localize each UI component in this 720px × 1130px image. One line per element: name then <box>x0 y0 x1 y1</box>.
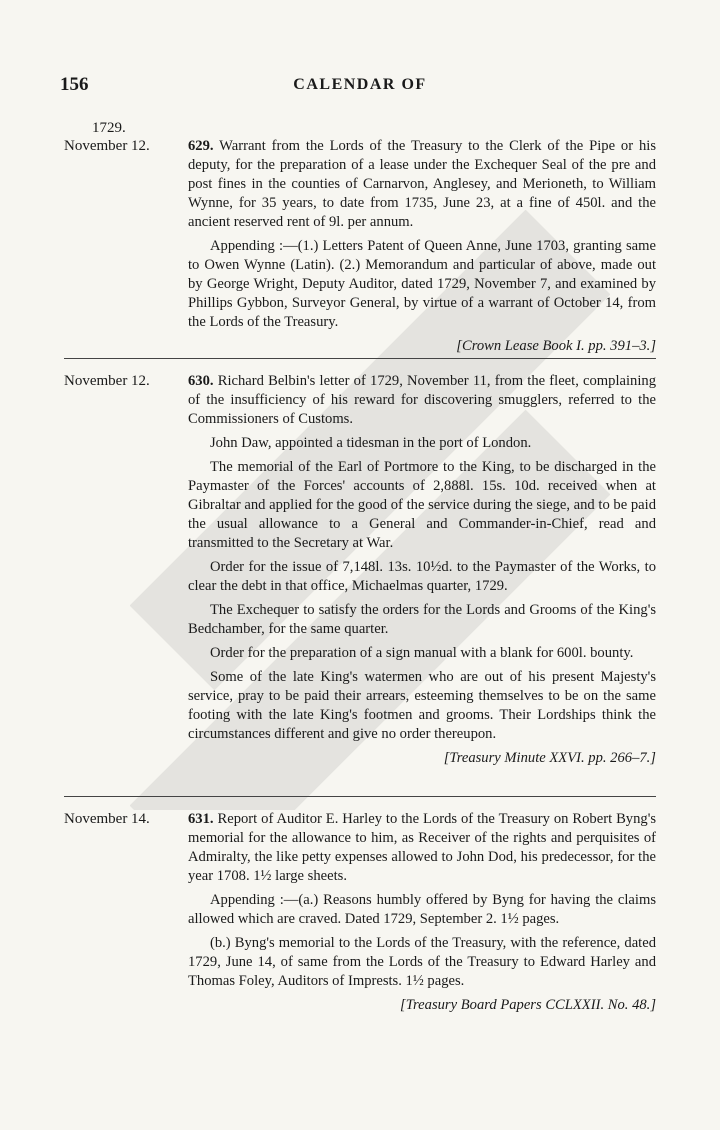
entry-paragraph: 629. Warrant from the Lords of the Treasury to the Clerk of the Pipe or his deputy, for the preparation of a lease under the Exchequer Seal of the pre and post fines in the counties of Carnarvon, Anglesey, and Merioneth, to William Wynne, for 35 years, to date from 1735, June 23, at a fine of 450l. and the ancient reserved rent of 9l. per annum. <box>188 138 656 230</box>
entry-paragraph: Appending :—(a.) Reasons humbly offered by Byng for having the claims allowed which are craved. Dated 1729, September 2. 1½ pages. <box>188 892 656 927</box>
running-head: CALENDAR OF <box>293 76 427 93</box>
entry-paragraph: Order for the preparation of a sign manual with a blank for 600l. bounty. <box>210 645 634 661</box>
source-reference: [Treasury Board Papers CCLXXII. No. 48.] <box>400 997 656 1013</box>
entry-date: November 12. <box>64 373 150 389</box>
source-reference: [Treasury Minute XXVI. pp. 266–7.] <box>443 750 656 766</box>
entry-body <box>188 137 656 356</box>
entry-paragraph: John Daw, appointed a tidesman in the port of London. <box>210 435 532 451</box>
entry-number: 629. <box>188 138 214 154</box>
entry-paragraph: 631. Report of Auditor E. Harley to the Lords of the Treasury on Robert Byng's memorial for the allowance to him, as Receiver of the rights and perquisites of Admiralty, the like petty expenses allowed to John Dod, his predecessor, for the year 1708. 1½ large sheets. <box>188 811 656 884</box>
entry-paragraph: Some of the late King's watermen who are out of his present Majesty's service, pray to be paid their arrears, esteeming themselves to be on the same footing with the late King's footmen and grooms. Their Lordships think the circumstances different and give no order thereupon. <box>188 669 656 742</box>
entry-body <box>188 810 656 1015</box>
entry-divider <box>64 358 656 359</box>
entry-paragraph: Appending :—(1.) Letters Patent of Queen Anne, June 1703, granting same to Owen Wynne (Latin). (2.) Memorandum and particular of above, made out by George Wright, Deputy Auditor, dated 1729, November 7, and examined by Phillips Gybbon, Surveyor General, by virtue of a warrant of October 14, from the Lords of the Treasury. <box>188 238 656 330</box>
entry-divider <box>64 796 656 797</box>
entry-number: 631. <box>188 811 214 827</box>
entry-paragraph: 630. Richard Belbin's letter of 1729, November 11, from the fleet, complaining of the insufficiency of his reward for discovering smugglers, referred to the Commissioners of Customs. <box>188 373 656 427</box>
entry-date: November 14. <box>64 811 150 827</box>
entry-number: 630. <box>188 373 214 389</box>
year-label: 1729. <box>92 120 126 136</box>
source-reference: [Crown Lease Book I. pp. 391–3.] <box>456 338 656 354</box>
page-number: 156 <box>60 74 89 95</box>
entry-date: November 12. <box>64 138 150 154</box>
entry-paragraph: The Exchequer to satisfy the orders for the Lords and Grooms of the King's Bedchamber, for the same quarter. <box>188 602 656 637</box>
entry-paragraph: The memorial of the Earl of Portmore to the King, to be discharged in the Paymaster of the Forces' accounts of 2,888l. 15s. 10d. received when at Gibraltar and applied for the good of the service during the siege, and to be paid the usual allowance to a General and Commander-in-Chief, read and transmitted to the Secretary at War. <box>188 459 656 551</box>
entry-body <box>188 372 656 768</box>
page-header <box>60 74 660 98</box>
entry-paragraph: (b.) Byng's memorial to the Lords of the Treasury, with the reference, dated 1729, June 14, of same from the Lords of the Treasury to Edward Harley and Thomas Foley, Auditors of Imprests. 1½ pages. <box>188 935 656 989</box>
entry-paragraph: Order for the issue of 7,148l. 13s. 10½d. to the Paymaster of the Works, to clear the debt in that office, Michaelmas quarter, 1729. <box>188 559 656 594</box>
